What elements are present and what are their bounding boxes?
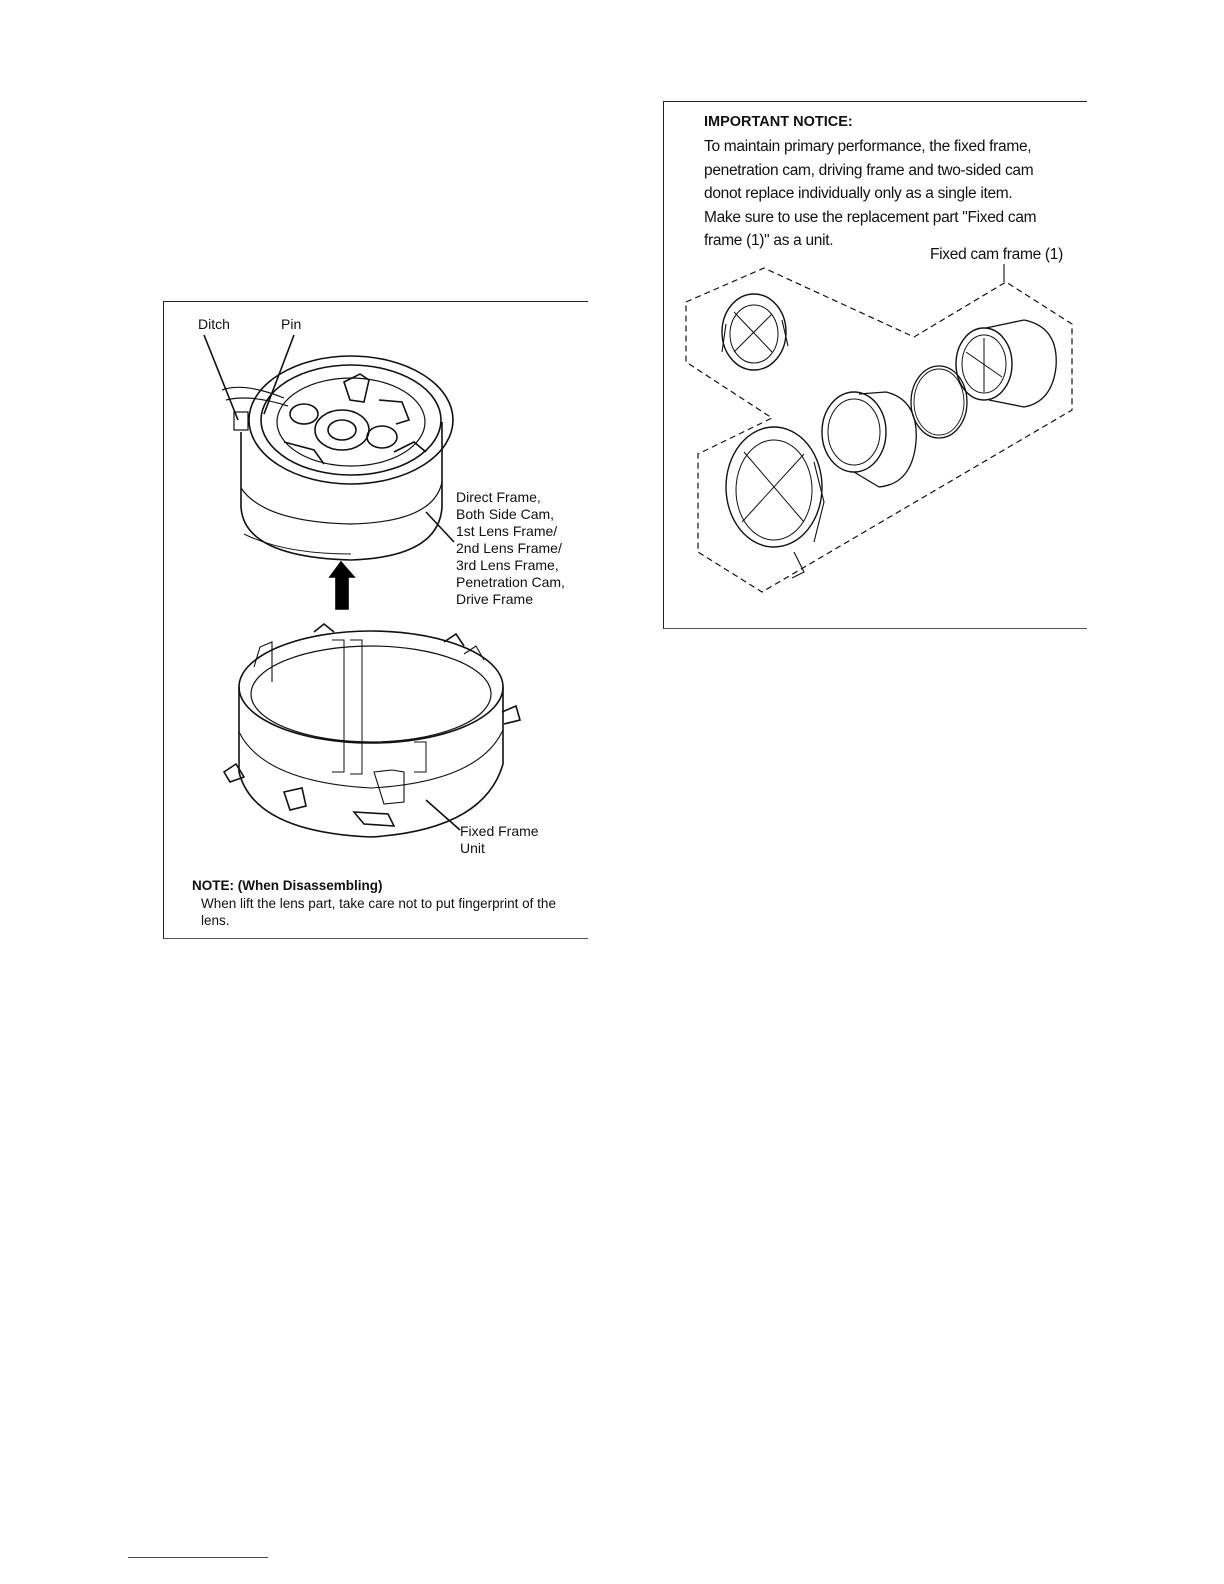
fixed-frame-label	[460, 823, 539, 857]
note-text: When lift the lens part, take care not to put fingerprint of the lens.	[201, 896, 556, 928]
fixed-frame-label-line: Unit	[460, 840, 485, 856]
fixed-cam-frame-label: Fixed cam frame (1)	[930, 246, 1063, 263]
notice-line: To maintain primary performance, the fixed frame,	[704, 138, 1032, 155]
notice-line: donot replace individually only as a single item.	[704, 185, 1013, 202]
direct-frame-label	[456, 489, 565, 608]
notice-title: IMPORTANT NOTICE:	[704, 114, 853, 130]
direct-frame-label-line: Penetration Cam,	[456, 574, 565, 590]
notice-line: frame (1)" as a unit.	[704, 232, 834, 249]
disassembly-figure-panel	[163, 301, 588, 939]
bottom-link-underline[interactable]	[128, 1557, 268, 1558]
notice-body	[704, 135, 1074, 253]
pin-label: Pin	[281, 316, 302, 332]
fixed-frame-label-line: Fixed Frame	[460, 823, 539, 839]
notice-line: penetration cam, driving frame and two-sided cam	[704, 161, 1034, 179]
direct-frame-label-line: 2nd Lens Frame/	[456, 540, 562, 556]
ditch-label: Ditch	[198, 316, 230, 332]
note-title: NOTE: (When Disassembling)	[192, 878, 383, 893]
direct-frame-label-line: 1st Lens Frame/	[456, 523, 558, 539]
direct-frame-label-line: Drive Frame	[456, 591, 534, 607]
notice-line: Make sure to use the replacement part "Fixed cam	[704, 208, 1037, 226]
important-notice-panel	[663, 101, 1087, 629]
direct-frame-label-line: Direct Frame,	[456, 489, 541, 505]
direct-frame-label-line: Both Side Cam,	[456, 506, 555, 522]
direct-frame-label-line: 3rd Lens Frame,	[456, 557, 559, 573]
